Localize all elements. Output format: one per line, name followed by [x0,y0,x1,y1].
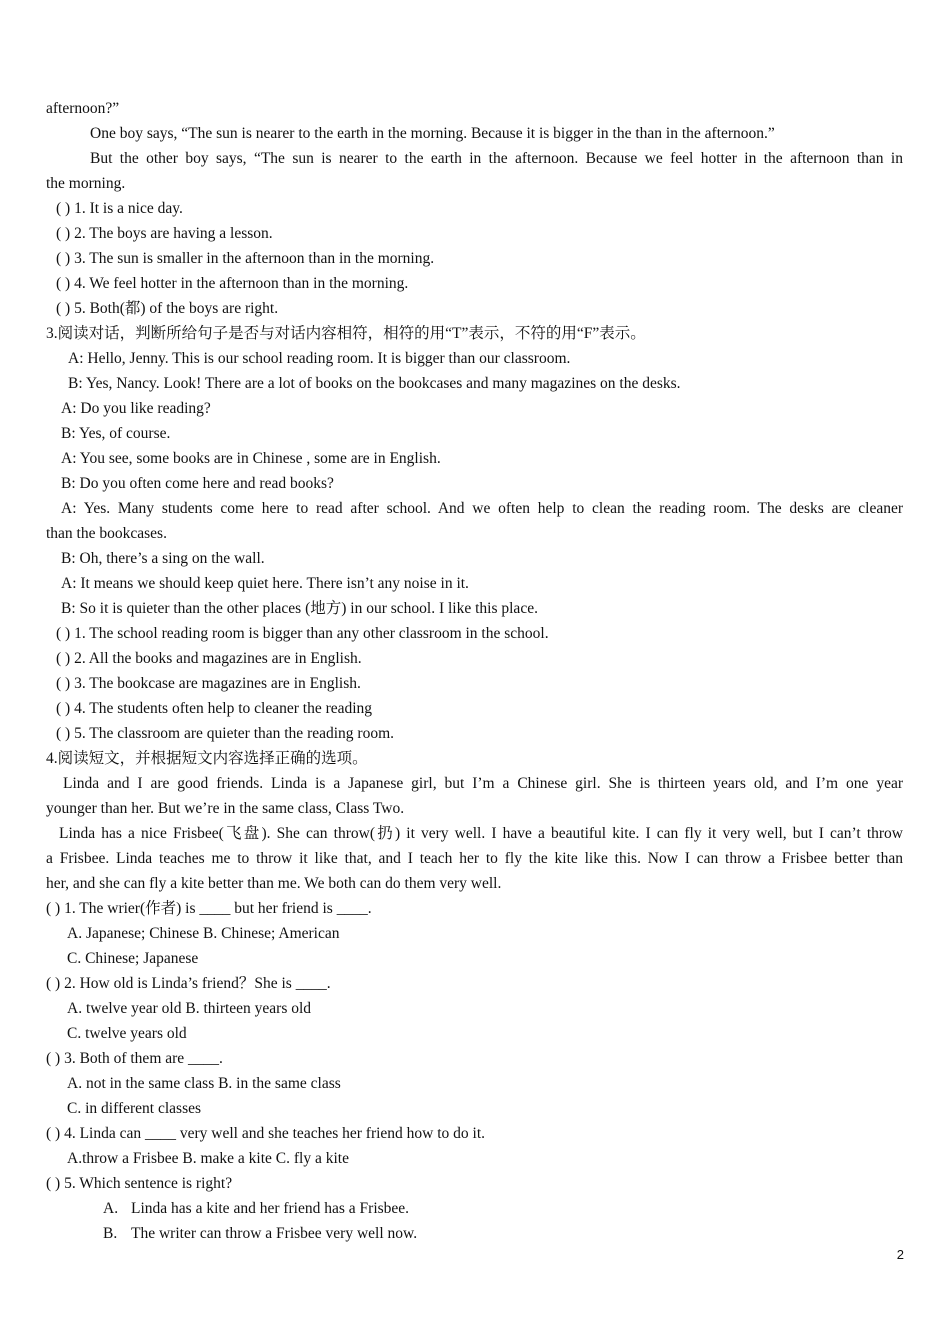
dialogue-line: B: Yes, Nancy. Look! There are a lot of books on the bookcases and many magazines on the desks. [68,375,681,392]
passage-paragraph: Linda and I are good friends. Linda is a Japanese girl, but I’m a Chinese girl. She is thirteen years old, and I’m one year [63,775,903,792]
page-number: 2 [896,1247,904,1262]
choice-question: ( ) 5. Which sentence is right? [46,1175,233,1192]
passage-paragraph-end: her, and she can fly a kite better than me. We both can do them very well. [46,875,502,892]
dialogue-line: A: Do you like reading? [61,400,211,417]
section-heading: 4.阅读短文，并根据短文内容选择正确的选项。 [46,750,368,767]
passage-paragraph: But the other boy says, “The sun is nearer to the earth in the afternoon. Because we feel hotter in the afternoon than in [90,150,903,167]
answer-options: A. not in the same class B. in the same class [67,1075,341,1092]
dialogue-line: A: Yes. Many students come here to read after school. And we often help to clean the reading room. The desks are cleaner [61,500,903,517]
dialogue-line: A: It means we should keep quiet here. There isn’t any noise in it. [61,575,469,592]
judge-question: ( ) 4. We feel hotter in the afternoon than in the morning. [56,275,409,292]
dialogue-line: B: Yes, of course. [61,425,171,442]
dialogue-line: B: So it is quieter than the other places (地方) in our school. I like this place. [61,600,538,617]
judge-question: ( ) 4. The students often help to cleaner the reading [56,700,373,717]
judge-question: ( ) 2. All the books and magazines are in English. [56,650,362,667]
judge-question: ( ) 3. The bookcase are magazines are in English. [56,675,361,692]
dialogue-line-end: than the bookcases. [46,525,167,542]
choice-question: ( ) 3. Both of them are ____. [46,1050,223,1067]
option-letter: A. [103,1200,119,1217]
answer-option [46,1196,903,1221]
option-text: Linda has a kite and her friend has a Frisbee. [131,1200,410,1217]
dialogue-line: A: Hello, Jenny. This is our school reading room. It is bigger than our classroom. [68,350,571,367]
choice-question: ( ) 1. The wrier(作者) is ____ but her friend is ____. [46,900,372,917]
option-text: The writer can throw a Frisbee very well now. [131,1225,418,1242]
option-letter: B. [103,1225,118,1242]
worksheet-page [46,96,903,1246]
answer-option [46,1221,903,1246]
answer-option: C. in different classes [67,1100,202,1117]
answer-options: A. twelve year old B. thirteen years old [67,1000,312,1017]
dialogue-line: A: You see, some books are in Chinese , some are in English. [61,450,441,467]
judge-question: ( ) 1. The school reading room is bigger than any other classroom in the school. [56,625,549,642]
judge-question: ( ) 1. It is a nice day. [56,200,183,217]
passage-paragraph-end: younger than her. But we’re in the same class, Class Two. [46,800,405,817]
dialogue-line: B: Do you often come here and read books? [61,475,334,492]
passage-paragraph-end: the morning. [46,175,126,192]
passage-paragraph: a Frisbee. Linda teaches me to throw it like that, and I teach her to fly the kite like this. Now I can throw a Frisbee better than [46,850,903,867]
passage-continuation: afternoon?” [46,100,120,117]
judge-question: ( ) 2. The boys are having a lesson. [56,225,273,242]
section-heading: 3.阅读对话，判断所给句子是否与对话内容相符，相符的用“T”表示，不符的用“F”表示。 [46,325,646,342]
dialogue-line: B: Oh, there’s a sing on the wall. [61,550,265,567]
answer-options: A.throw a Frisbee B. make a kite C. fly a kite [67,1150,349,1167]
choice-question: ( ) 2. How old is Linda’s friend？She is ____. [46,975,331,992]
answer-option: C. twelve years old [67,1025,187,1042]
passage-paragraph: One boy says, “The sun is nearer to the earth in the morning. Because it is bigger in the than in the afternoon.” [90,125,775,142]
answer-option: C. Chinese; Japanese [67,950,199,967]
answer-options: A. Japanese; Chinese B. Chinese; American [67,925,340,942]
choice-question: ( ) 4. Linda can ____ very well and she teaches her friend how to do it. [46,1125,486,1142]
judge-question: ( ) 5. The classroom are quieter than the reading room. [56,725,395,742]
judge-question: ( ) 5. Both(都) of the boys are right. [56,300,279,317]
passage-paragraph: Linda has a nice Frisbee(飞盘). She can throw(扔) it very well. I have a beautiful kite. I can fly it very well, but I can’t throw [59,825,903,842]
judge-question: ( ) 3. The sun is smaller in the afternoon than in the morning. [56,250,435,267]
